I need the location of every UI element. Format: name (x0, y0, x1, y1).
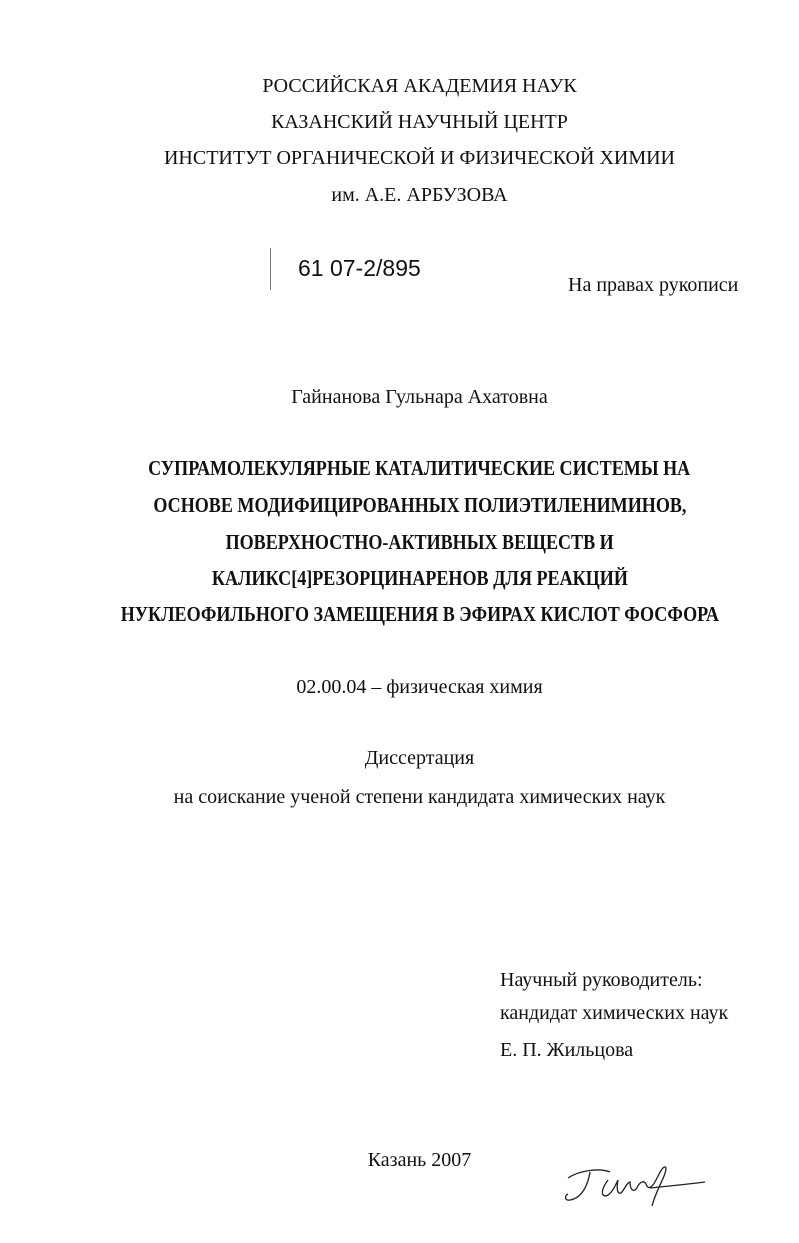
supervisor-name: Е. П. Жильцова (500, 1039, 634, 1061)
stamp-divider (270, 248, 271, 290)
degree: на соискание ученой степени кандидата химических наук (173, 786, 666, 808)
header-line: КАЗАНСКИЙ НАУЧНЫЙ ЦЕНТР (271, 111, 568, 133)
title-line: КАЛИКС[4]РЕЗОРЦИНАРЕНОВ ДЛЯ РЕАКЦИЙ (211, 566, 628, 590)
header-line: ИНСТИТУТ ОРГАНИЧЕСКОЙ И ФИЗИЧЕСКОЙ ХИМИИ (163, 147, 676, 169)
title-line: НУКЛЕОФИЛЬНОГО ЗАМЕЩЕНИЯ В ЭФИРАХ КИСЛОТ ФОСФОРА (120, 602, 719, 626)
specialty: 02.00.04 – физическая химия (296, 676, 543, 698)
header-line: РОССИЙСКАЯ АКАДЕМИЯ НАУК (262, 75, 577, 97)
supervisor-label: Научный руководитель: (500, 969, 703, 991)
signature-image (560, 1160, 710, 1210)
supervisor-degree: кандидат химических наук (500, 1002, 729, 1024)
title-line: ПОВЕРХНОСТНО-АКТИВНЫХ ВЕЩЕСТВ И (225, 530, 614, 554)
work-type: Диссертация (364, 747, 475, 769)
title-line: СУПРАМОЛЕКУЛЯРНЫЕ КАТАЛИТИЧЕСКИЕ СИСТЕМЫ НА (148, 456, 691, 480)
place-year: Казань 2007 (367, 1149, 472, 1171)
title-line: ОСНОВЕ МОДИФИЦИРОВАННЫХ ПОЛИЭТИЛЕНИМИНОВ, (152, 493, 687, 517)
manuscript-note: На правах рукописи (568, 274, 739, 296)
stamp-number: 61 07-2/895 (298, 255, 421, 281)
header-line: им. А.Е. АРБУЗОВА (331, 184, 508, 206)
author-name: Гайнанова Гульнара Ахатовна (291, 386, 548, 408)
